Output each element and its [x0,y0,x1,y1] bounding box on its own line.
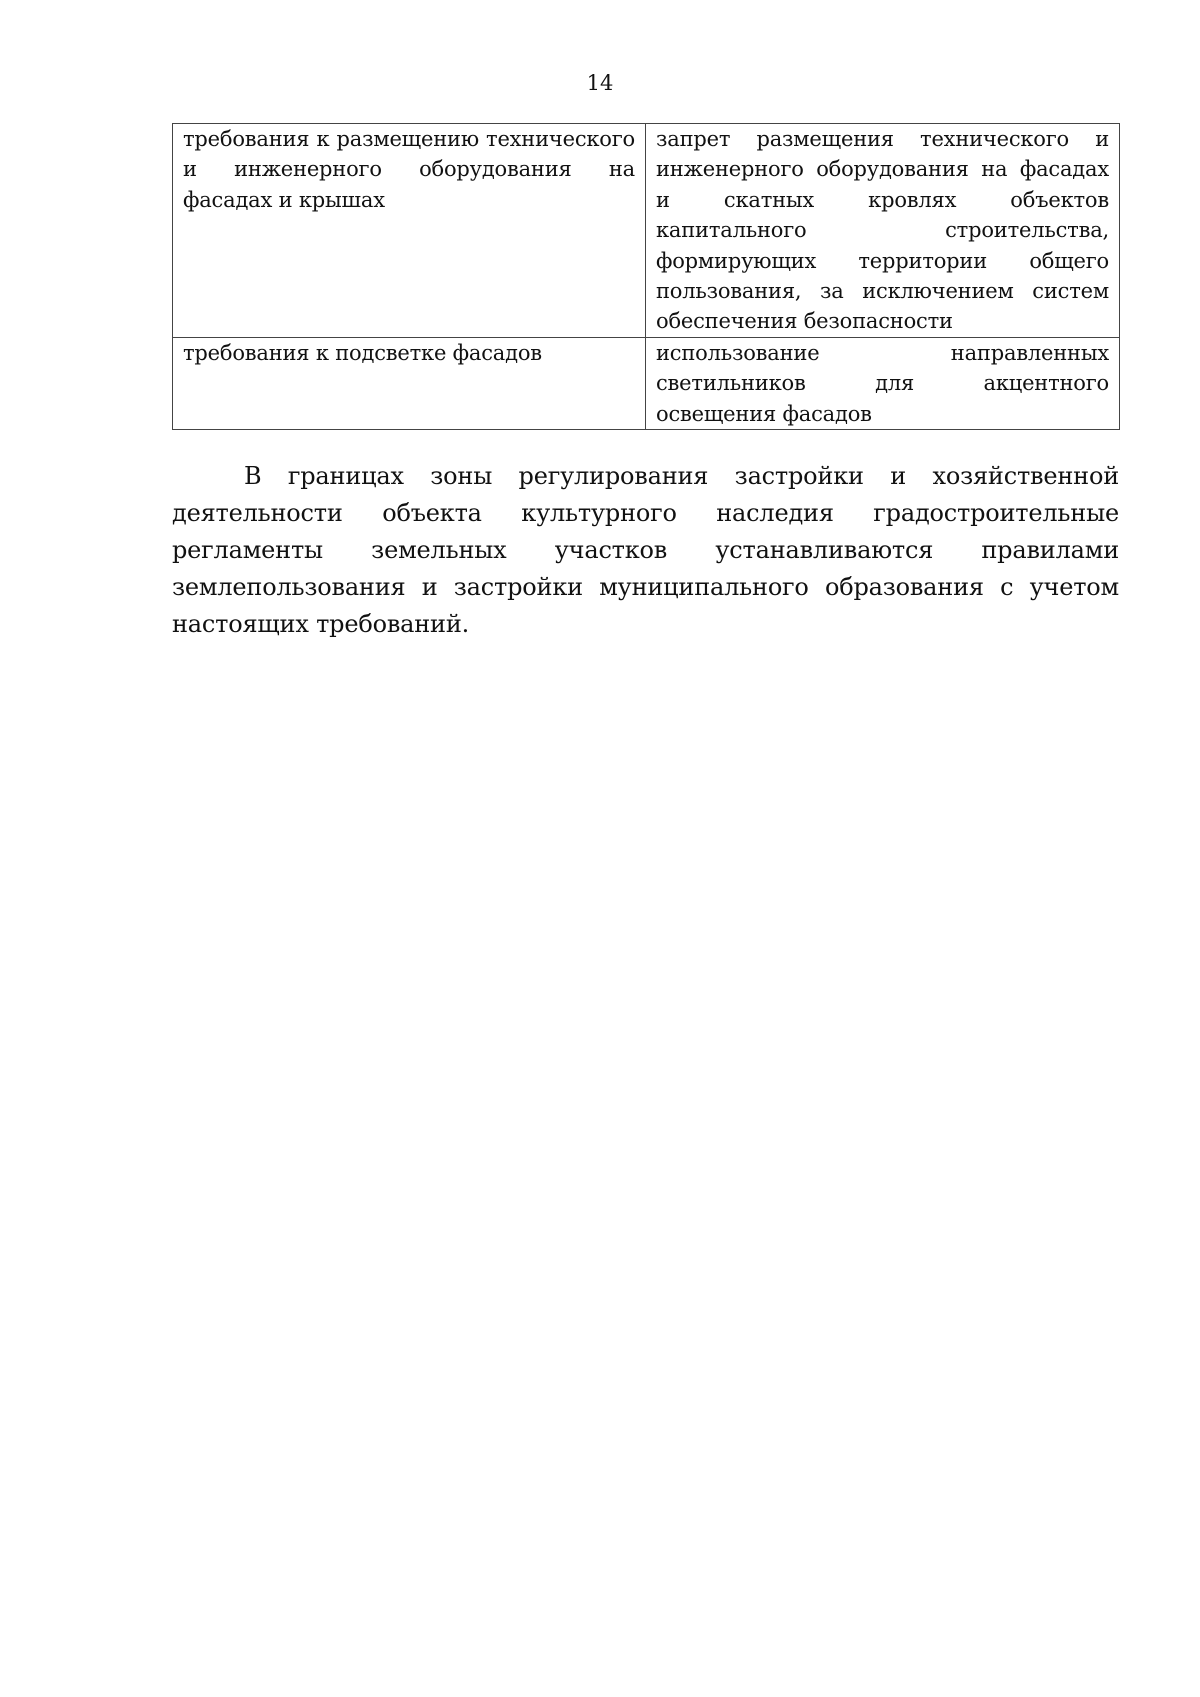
requirements-table [172,123,1120,430]
table-cell-requirement: требования к размещению технического и инженерного оборудования на фасадах и крышах [173,124,646,338]
table-cell-rule: запрет размещения технического и инженерного оборудования на фасадах и скатных кровлях объектов капитального строительства, формирующих территории общего пользования, за исключением систем обеспечения безопасности [646,124,1120,338]
table-cell-rule: использование направленных светильников для акцентного освещения фасадов [646,337,1120,429]
table-row [173,124,1120,338]
page-number: 14 [586,71,614,95]
table-cell-requirement: требования к подсветке фасадов [173,337,646,429]
body-paragraph: В границах зоны регулирования застройки и хозяйственной деятельности объекта культурного наследия градостроительные регламенты земельных участков устанавливаются правилами землепользования и застройки муниципального образования с учетом настоящих требований. [172,462,1119,638]
table-row [173,337,1120,429]
